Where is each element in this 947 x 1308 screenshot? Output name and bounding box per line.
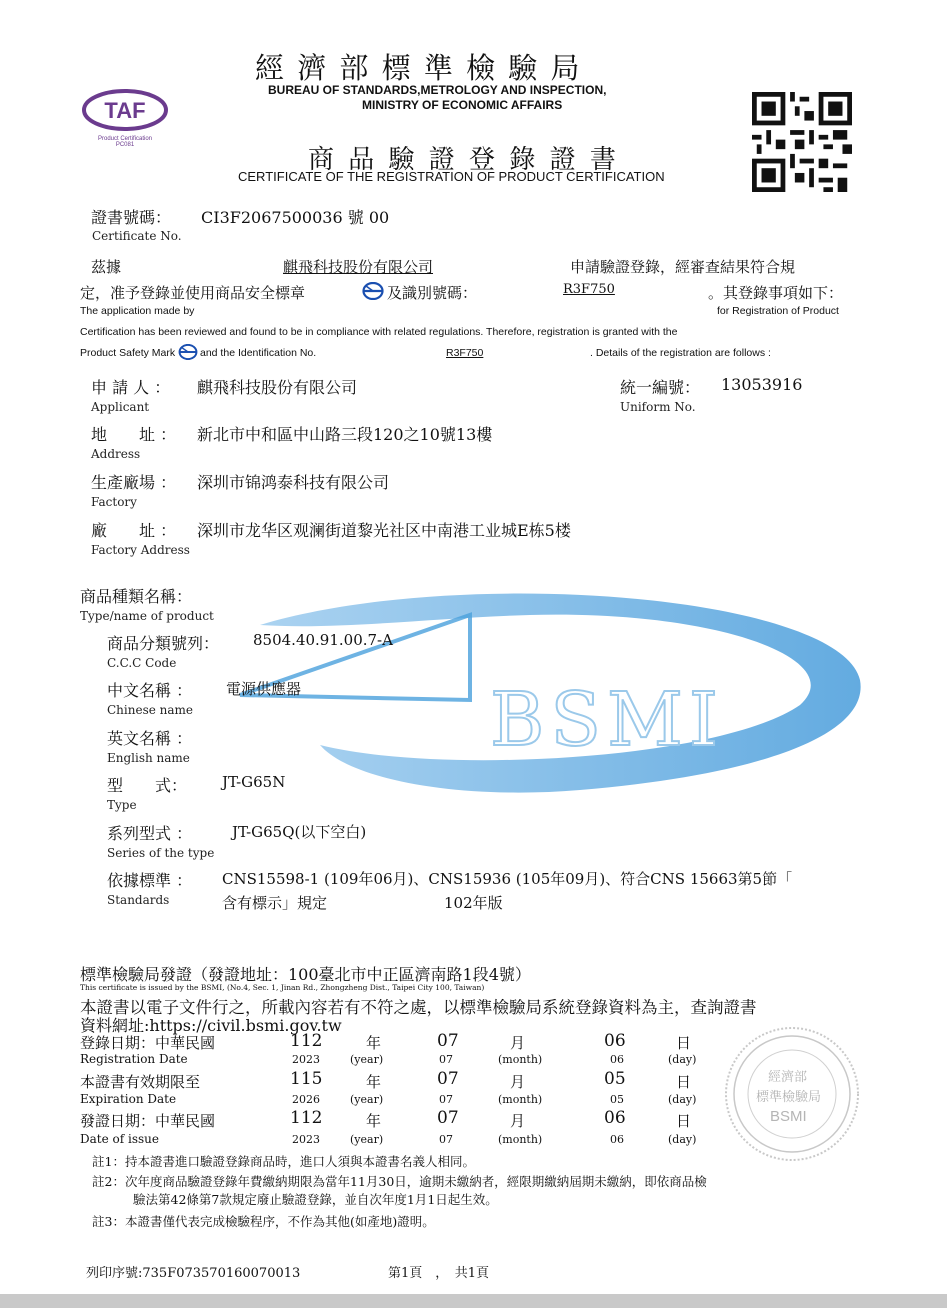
bsmi-watermark: [200, 585, 900, 825]
issue-day-en: 06: [610, 1133, 624, 1146]
qr-code: [749, 92, 855, 192]
ccc-code-label-en: C.C.C Code: [107, 656, 177, 670]
registration-roc-year: 112: [290, 1031, 323, 1051]
viewer-bottom-bar: [0, 1294, 947, 1308]
issue-ad-year: 2023: [292, 1133, 320, 1146]
registration-month-en-label: (month): [498, 1053, 543, 1066]
statement-en-made-by: The application made by: [80, 305, 195, 317]
registration-date-label-en: Registration Date: [80, 1052, 188, 1066]
product-type-label: 商品種類名稱：: [80, 587, 193, 606]
bureau-title-en-2: MINISTRY OF ECONOMIC AFFAIRS: [362, 98, 563, 112]
address-value: 新北市中和區中山路三段120之10號13樓: [197, 425, 493, 444]
expiration-ad-year: 2026: [292, 1093, 320, 1106]
uniform-no-label: 統一編號：: [620, 378, 701, 397]
issue-year-en: (year): [350, 1133, 384, 1146]
certificate-title-en: CERTIFICATE OF THE REGISTRATION OF PRODUCT CERTIFICATION: [238, 169, 665, 184]
registration-month-cn: 月: [510, 1034, 526, 1052]
statement-en-line2-b: and the Identification No.: [200, 347, 317, 359]
series-label: 系列型式 ：: [107, 824, 193, 843]
applicant-value: 麒飛科技股份有限公司: [197, 378, 358, 397]
certificate-no-label-en: Certificate No.: [92, 229, 182, 243]
statement-line2-c: 。其登錄事項如下：: [708, 284, 844, 302]
series-label-en: Series of the type: [107, 846, 215, 860]
factory-address-label-en: Factory Address: [91, 543, 190, 557]
registration-day-cn: 日: [676, 1034, 692, 1052]
registration-month-en: 07: [439, 1053, 453, 1066]
type-label-en: Type: [107, 798, 137, 812]
seal-line3: BSMI: [770, 1108, 807, 1125]
statement-basis: 茲據: [91, 258, 122, 276]
registration-year-cn: 年: [366, 1034, 382, 1052]
type-value: JT-G65N: [222, 773, 286, 791]
taf-ring-icon: [80, 88, 170, 132]
factory-label-en: Factory: [91, 495, 137, 509]
expiration-roc-year: 115: [290, 1069, 323, 1089]
note-1: 註1：持本證書進口驗證登錄商品時，進口人須與本證書名義人相同。: [92, 1154, 475, 1169]
expiration-month-en-label: (month): [498, 1093, 543, 1106]
expiration-day-en: 05: [610, 1093, 624, 1106]
applicant-label-en: Applicant: [91, 400, 150, 414]
note-2: 註2：次年度商品驗證登錄年費繳納期限為當年11月30日，逾期未繳納者，經限期繳納屆期未繳納，即依商品檢: [92, 1174, 707, 1189]
issuer-line-cn: 標準檢驗局發證（發證地址：100臺北市中正區濟南路1段4號）: [80, 965, 531, 984]
statement-company: 麒飛科技股份有限公司: [283, 258, 434, 276]
statement-en-line2-c: . Details of the registration are follows :: [590, 347, 771, 359]
standards-value-1: CNS15598-1 (109年06月)、CNS15936 (105年09月)、符合CNS 15663第5節「: [222, 870, 793, 888]
standards-label: 依據標準 ：: [107, 871, 193, 890]
statement-en-line2-a: Product Safety Mark: [80, 347, 176, 359]
issue-month: 07: [437, 1108, 459, 1128]
issue-date-label-en: Date of issue: [80, 1132, 159, 1146]
uniform-no-label-en: Uniform No.: [620, 400, 696, 414]
factory-value: 深圳市锦鸿泰科技有限公司: [197, 473, 390, 492]
expiration-day: 05: [604, 1069, 626, 1089]
statement-applied: 申請驗證登錄，經審查結果符合規: [570, 258, 796, 276]
standards-value-3: 102年版: [444, 894, 503, 912]
factory-address-label: 廠 址 ：: [91, 521, 177, 540]
electronic-note-2: 資料網址:https://civil.bsmi.gov.tw: [80, 1016, 342, 1035]
safety-mark-icon-en: [178, 344, 198, 360]
issue-month-en-label: (month): [498, 1133, 543, 1146]
taf-logo: [80, 88, 170, 154]
applicant-label: 申 請 人 ：: [91, 378, 171, 397]
standards-value-2: 含有標示」規定: [222, 894, 328, 912]
product-type-label-en: Type/name of product: [80, 609, 214, 623]
issue-roc-year: 112: [290, 1108, 323, 1128]
factory-address-value: 深圳市龙华区观澜街道黎光社区中南港工业城E栋5楼: [197, 521, 571, 540]
seal-line2: 標準檢驗局: [756, 1090, 822, 1105]
statement-id-no: R3F750: [563, 282, 615, 297]
bsmi-seal: [722, 1024, 862, 1164]
page-indicator: 第1頁 ， 共1頁: [388, 1266, 490, 1281]
series-value: JT-G65Q(以下空白): [232, 823, 367, 841]
statement-line2-a: 定，准予登錄並使用商品安全標章: [80, 284, 306, 302]
issue-day-en-label: (day): [668, 1133, 697, 1146]
chinese-name-label: 中文名稱 ：: [107, 681, 193, 700]
standards-label-en: Standards: [107, 893, 170, 907]
address-label-en: Address: [91, 447, 141, 461]
statement-en-line1: Certification has been reviewed and found to be in compliance with related regulations. Therefore, registration is granted with the: [80, 326, 678, 338]
statement-en-for-reg: for Registration of Product: [717, 305, 839, 317]
ccc-code-label: 商品分類號列：: [107, 634, 220, 653]
registration-day: 06: [604, 1031, 626, 1051]
issue-year-cn: 年: [366, 1112, 382, 1130]
english-name-label-en: English name: [107, 751, 190, 765]
registration-day-en: 06: [610, 1053, 624, 1066]
expiration-day-cn: 日: [676, 1073, 692, 1091]
registration-year-en: (year): [350, 1053, 384, 1066]
address-label: 地 址 ：: [91, 425, 177, 444]
taf-subtitle: Product Certification: [97, 136, 153, 142]
expiration-year-cn: 年: [366, 1073, 382, 1091]
type-label: 型 式：: [107, 776, 188, 795]
expiration-month: 07: [437, 1069, 459, 1089]
issue-day-cn: 日: [676, 1112, 692, 1130]
expiration-year-en: (year): [350, 1093, 384, 1106]
ccc-code-value: 8504.40.91.00.7-A: [253, 631, 393, 649]
expiration-date-label-en: Expiration Date: [80, 1092, 177, 1106]
electronic-note-1: 本證書以電子文件行之，所載內容若有不符之處，以標準檢驗局系統登錄資料為主，查詢證書: [80, 998, 757, 1017]
issue-month-en: 07: [439, 1133, 453, 1146]
statement-en-id-no: R3F750: [446, 347, 484, 359]
expiration-day-en-label: (day): [668, 1093, 697, 1106]
chinese-name-label-en: Chinese name: [107, 703, 194, 717]
issuer-line-en: This certificate is issued by the BSMI, (No.4, Sec. 1, Jinan Rd., Zhongzheng Dist., Taipei City 100, Taiwan): [80, 983, 485, 992]
note-2-cont: 驗法第42條第7款規定廢止驗證登錄，並自次年度1月1日起生效。: [133, 1192, 498, 1207]
registration-date-label: 登錄日期：中華民國: [80, 1034, 216, 1052]
certificate-no-value: CI3F2067500036 號 00: [201, 208, 390, 227]
safety-mark-icon: [362, 282, 384, 300]
print-serial: 列印序號:735F073570160070013: [86, 1266, 301, 1281]
issue-day: 06: [604, 1108, 626, 1128]
issue-month-cn: 月: [510, 1112, 526, 1130]
svg-text:TAF: TAF: [104, 98, 146, 123]
bureau-title-cn: 經 濟 部 標 準 檢 驗 局: [255, 51, 582, 85]
certificate-no-label: 證書號碼：: [91, 208, 172, 227]
statement-line2-b: 及識別號碼：: [387, 284, 478, 302]
seal-line1: 經濟部: [768, 1070, 808, 1085]
taf-code: PC081: [115, 142, 135, 148]
registration-ad-year: 2023: [292, 1053, 320, 1066]
english-name-label: 英文名稱 ：: [107, 729, 193, 748]
registration-month: 07: [437, 1031, 459, 1051]
chinese-name-value: 電源供應器: [226, 680, 302, 698]
expiration-date-label: 本證書有效期限至: [80, 1073, 201, 1091]
expiration-month-cn: 月: [510, 1073, 526, 1091]
watermark-text: BSMI: [490, 677, 725, 763]
bureau-title-en-1: BUREAU OF STANDARDS,METROLOGY AND INSPECTION,: [268, 83, 607, 97]
issue-date-label: 發證日期：中華民國: [80, 1112, 216, 1130]
uniform-no-value: 13053916: [721, 375, 803, 394]
registration-day-en-label: (day): [668, 1053, 697, 1066]
factory-label: 生產廠場 ：: [91, 473, 177, 492]
note-3: 註3：本證書僅代表完成檢驗程序，不作為其他(如產地)證明。: [92, 1214, 435, 1229]
certificate-title-cn: 商 品 驗 證 登 錄 證 書: [308, 145, 619, 175]
expiration-month-en: 07: [439, 1093, 453, 1106]
